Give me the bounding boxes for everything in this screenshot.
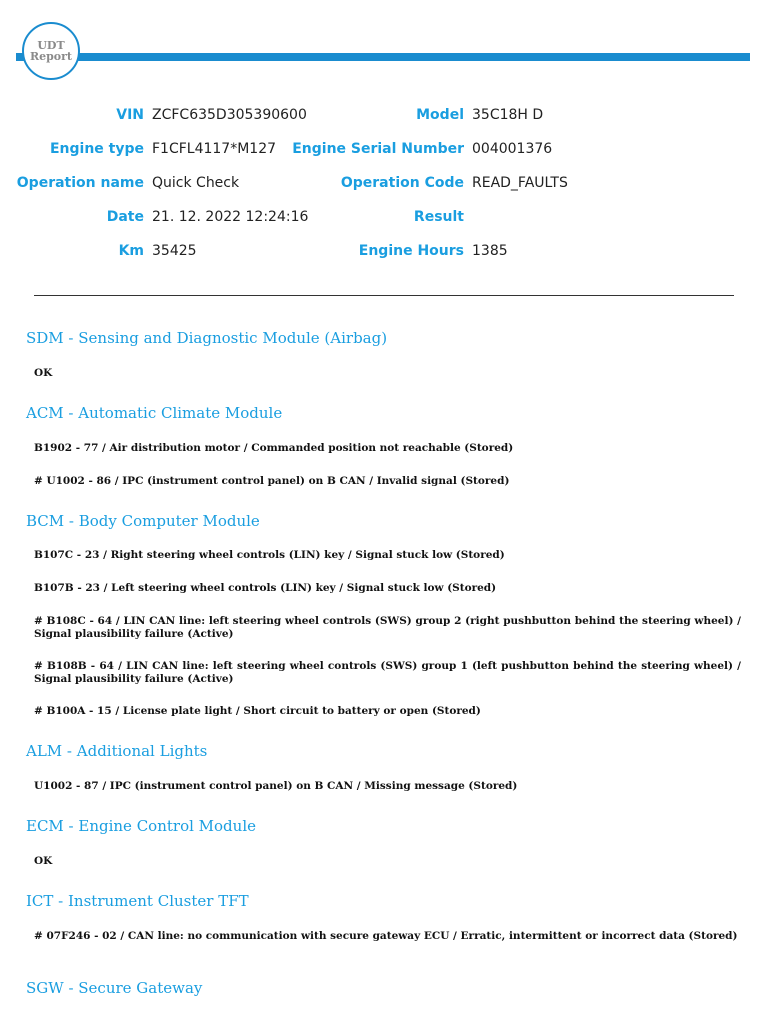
- fault-item: OK: [34, 367, 53, 379]
- result-label: Result: [413, 209, 464, 225]
- header-bar: [16, 50, 750, 63]
- engine-hours-label: Engine Hours: [358, 243, 464, 259]
- info-row: [0, 175, 768, 209]
- info-row: [0, 209, 768, 243]
- fault-item: U1002 - 87 / IPC (instrument control panel) on B CAN / Missing message (Stored): [34, 780, 518, 792]
- fault-item: B107C - 23 / Right steering wheel controls (LIN) key / Signal stuck low (Stored): [34, 549, 505, 561]
- udt-report-logo: [22, 22, 80, 80]
- logo-line1: UDT: [37, 39, 65, 52]
- section-divider: [34, 295, 734, 296]
- vin-value: ZCFC635D305390600: [152, 107, 307, 123]
- module-title-bcm: BCM - Body Computer Module: [26, 512, 260, 530]
- operation-code-value: READ_FAULTS: [472, 175, 568, 191]
- vin-label: VIN: [116, 107, 144, 123]
- fault-item: # B108B - 64 / LIN CAN line: left steering wheel controls (SWS) group 1 (left pushbutton behind the steering wheel) / Signal plausibility failure (Active): [34, 660, 741, 685]
- fault-item: # 07F246 - 02 / CAN line: no communication with secure gateway ECU / Erratic, intermittent or incorrect data (Stored): [34, 930, 738, 942]
- engine-type-label: Engine type: [49, 141, 144, 157]
- info-row: [0, 107, 768, 141]
- engine-serial-label: Engine Serial Number: [292, 141, 464, 157]
- model-label: Model: [416, 107, 464, 123]
- fault-item: OK: [34, 855, 53, 867]
- operation-name-label: Operation name: [16, 175, 144, 191]
- fault-item: # B100A - 15 / License plate light / Short circuit to battery or open (Stored): [34, 705, 481, 717]
- logo-line2: Report: [29, 50, 73, 63]
- module-title-alm: ALM - Additional Lights: [26, 742, 208, 760]
- engine-type-value: F1CFL4117*M127: [152, 141, 277, 157]
- operation-code-label: Operation Code: [340, 175, 464, 191]
- engine-hours-value: 1385: [472, 243, 508, 259]
- date-value: 21. 12. 2022 12:24:16: [152, 209, 309, 225]
- module-title-sgw: SGW - Secure Gateway: [26, 979, 203, 997]
- module-title-acm: ACM - Automatic Climate Module: [26, 404, 283, 422]
- operation-name-value: Quick Check: [152, 175, 240, 191]
- km-label: Km: [118, 243, 144, 259]
- module-title-ecm: ECM - Engine Control Module: [26, 817, 256, 835]
- fault-item: B107B - 23 / Left steering wheel controls (LIN) key / Signal stuck low (Stored): [34, 582, 497, 594]
- fault-item: B1902 - 77 / Air distribution motor / Commanded position not reachable (Stored): [34, 442, 514, 454]
- vehicle-info: [0, 107, 768, 277]
- date-label: Date: [106, 209, 144, 225]
- fault-item: # U1002 - 86 / IPC (instrument control panel) on B CAN / Invalid signal (Stored): [34, 475, 510, 487]
- module-title-ict: ICT - Instrument Cluster TFT: [26, 892, 249, 910]
- km-value: 35425: [152, 243, 197, 259]
- fault-item: # B108C - 64 / LIN CAN line: left steering wheel controls (SWS) group 2 (right pushbutton behind the steering wheel) / Signal plausibility failure (Active): [34, 615, 741, 640]
- model-value: 35C18H D: [472, 107, 544, 123]
- engine-serial-value: 004001376: [472, 141, 553, 157]
- info-row: [0, 243, 768, 277]
- module-title-sdm: SDM - Sensing and Diagnostic Module (Airbag): [26, 329, 388, 347]
- info-row: [0, 141, 768, 175]
